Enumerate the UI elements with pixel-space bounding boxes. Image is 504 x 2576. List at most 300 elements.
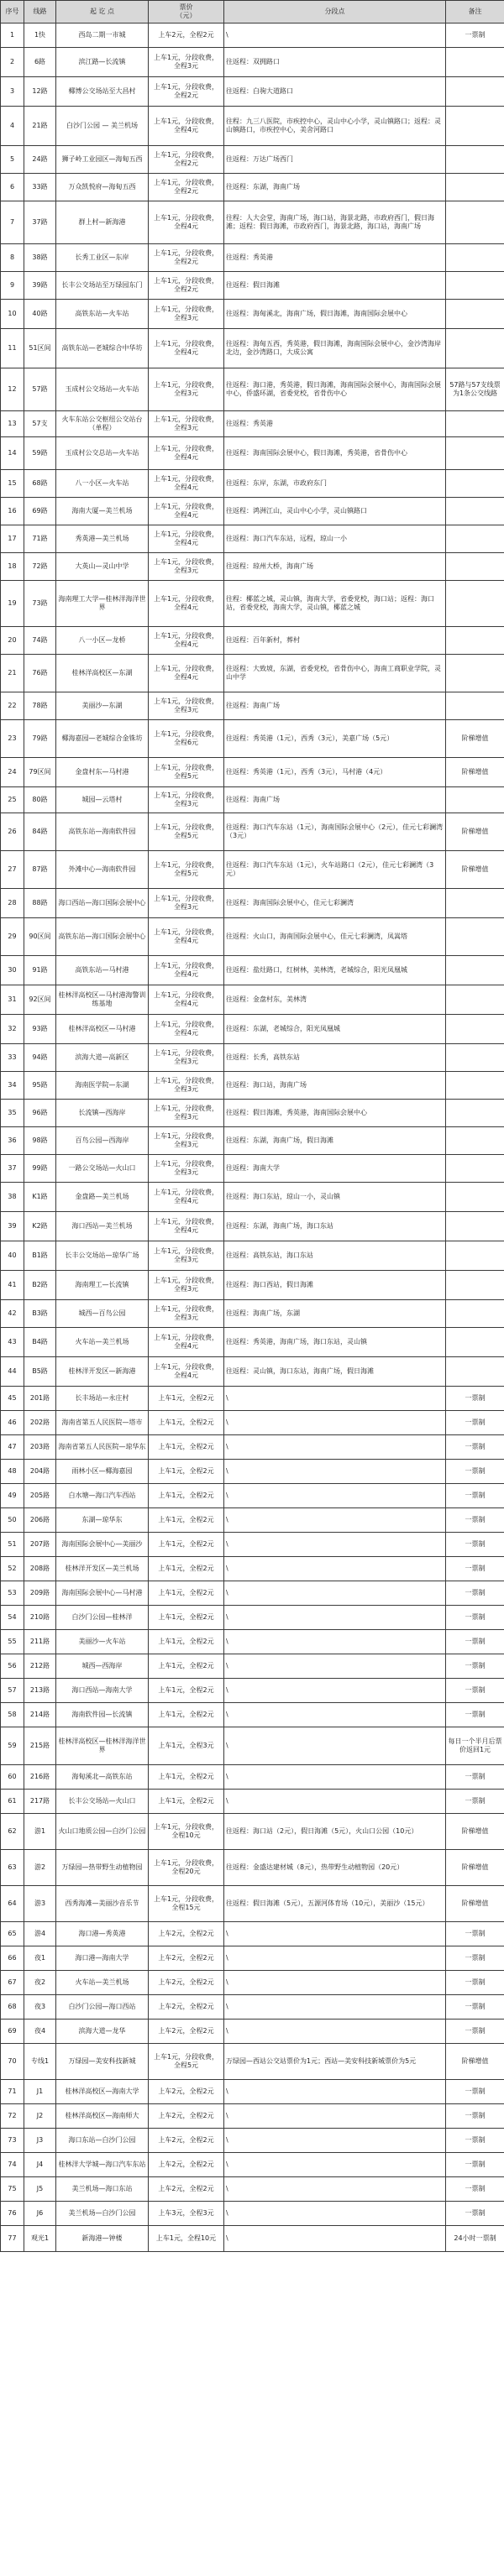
cell-route: 海口东站—白沙门公园 <box>56 2129 149 2153</box>
cell-line: 71路 <box>24 525 56 553</box>
cell-route: 桂林洋高校区—海南大学 <box>56 2080 149 2104</box>
cell-remark: 24小时一票制 <box>446 2226 504 2252</box>
cell-remark: 一票制 <box>446 1679 504 1703</box>
cell-stops: \ <box>224 1703 446 1727</box>
table-row <box>1 24 504 48</box>
cell-line: 90区间 <box>24 918 56 956</box>
cell-stops: 往返程：秀英港 <box>224 411 446 437</box>
cell-route: 新海港—钟楼 <box>56 2226 149 2252</box>
cell-route: 高铁东站—老城综合中华坊 <box>56 329 149 368</box>
cell-route: 万众凯悦府—海甸五西 <box>56 174 149 201</box>
table-row <box>1 77 504 107</box>
cell-seq: 66 <box>1 1946 24 1971</box>
cell-remark <box>446 985 504 1015</box>
cell-remark: 一票制 <box>446 1387 504 1411</box>
table-row <box>1 1328 504 1357</box>
cell-line: 88路 <box>24 889 56 918</box>
table-row <box>1 107 504 146</box>
cell-line: K1路 <box>24 1183 56 1212</box>
cell-line: 73路 <box>24 581 56 627</box>
cell-route: 海甸溪北—高铁东站 <box>56 1765 149 1790</box>
cell-route: 万绿园—美安科技新城 <box>56 2044 149 2080</box>
cell-fare: 上车2元，全程2元 <box>149 1946 224 1971</box>
cell-line: 84路 <box>24 813 56 851</box>
cell-seq: 61 <box>1 1790 24 1814</box>
cell-stops: \ <box>224 1581 446 1606</box>
cell-seq: 51 <box>1 1533 24 1557</box>
cell-fare: 上车1元，分段收费，全程2元 <box>149 174 224 201</box>
table-row <box>1 2080 504 2104</box>
cell-stops: 往返程：海口汽车东站（1元），海南国际会展中心（2元），佳元七彩澜湾（3元） <box>224 813 446 851</box>
cell-stops: 往返程：东湖，老城综合，阳光凤凰城 <box>224 1015 446 1044</box>
table-row <box>1 1654 504 1679</box>
table-row <box>1 1581 504 1606</box>
cell-stops: 往返程：秀英港，海南广场，海口东站，灵山镇 <box>224 1328 446 1357</box>
cell-fare: 上车1元，分段收费，全程3元 <box>149 1300 224 1328</box>
cell-seq: 33 <box>1 1044 24 1072</box>
cell-route: 高铁东站—马村港 <box>56 956 149 985</box>
cell-line: 208路 <box>24 1557 56 1581</box>
cell-stops: 往返程：海南广场 <box>224 787 446 813</box>
cell-fare: 上车1元，全程2元 <box>149 1765 224 1790</box>
cell-remark <box>446 655 504 692</box>
cell-stops: \ <box>224 2104 446 2129</box>
cell-remark <box>446 272 504 300</box>
cell-fare: 上车1元，全程2元 <box>149 1679 224 1703</box>
cell-line: 39路 <box>24 272 56 300</box>
cell-seq: 36 <box>1 1127 24 1155</box>
table-row <box>1 1679 504 1703</box>
cell-seq: 35 <box>1 1100 24 1127</box>
cell-route: 桂林洋高校区—马村港 <box>56 1015 149 1044</box>
cell-line: 204路 <box>24 1460 56 1484</box>
cell-seq: 72 <box>1 2104 24 2129</box>
cell-remark <box>446 692 504 720</box>
cell-stops: 往返程：双拥路口 <box>224 48 446 77</box>
cell-route: 桂林洋高校区—马村港海警训练基地 <box>56 985 149 1015</box>
cell-stops: \ <box>224 1508 446 1533</box>
cell-line: J6 <box>24 2202 56 2226</box>
table-row <box>1 437 504 470</box>
cell-seq: 17 <box>1 525 24 553</box>
table-row <box>1 2153 504 2177</box>
cell-route: 美丽沙—火车站 <box>56 1630 149 1654</box>
cell-route: 桂林洋高校区—桂林洋海洋世界 <box>56 1727 149 1765</box>
cell-seq: 34 <box>1 1072 24 1100</box>
table-row <box>1 1387 504 1411</box>
cell-line: 游4 <box>24 1922 56 1946</box>
cell-stops: 往返程：海口汽车东站（1元），火车站路口（2元），佳元七彩澜湾（3元） <box>224 851 446 889</box>
cell-fare: 上车1元，全程2元 <box>149 1411 224 1435</box>
cell-line: 79路 <box>24 720 56 758</box>
table-row <box>1 2202 504 2226</box>
cell-stops: \ <box>224 1460 446 1484</box>
cell-fare: 上车1元，全程2元 <box>149 1581 224 1606</box>
cell-fare: 上车1元，分段收费，全程4元 <box>149 1328 224 1357</box>
cell-fare: 上车1元，全程2元 <box>149 1435 224 1460</box>
cell-line: 209路 <box>24 1581 56 1606</box>
cell-remark: 一票制 <box>446 2153 504 2177</box>
cell-seq: 37 <box>1 1155 24 1183</box>
cell-seq: 39 <box>1 1212 24 1241</box>
cell-route: 玉成村公交总站—火车站 <box>56 437 149 470</box>
cell-route: 长丰公交场站至万绿园东门 <box>56 272 149 300</box>
cell-seq: 6 <box>1 174 24 201</box>
cell-route: 桂林洋高校区—东湖 <box>56 655 149 692</box>
cell-line: 57路 <box>24 368 56 411</box>
cell-route: 一路公交场站—火山口 <box>56 1155 149 1183</box>
cell-stops: \ <box>224 1995 446 2020</box>
table-row <box>1 1241 504 1271</box>
table-row <box>1 1946 504 1971</box>
cell-line: 37路 <box>24 201 56 244</box>
cell-remark: 阶梯增值 <box>446 813 504 851</box>
cell-seq: 55 <box>1 1630 24 1654</box>
cell-stops: \ <box>224 1679 446 1703</box>
cell-remark <box>446 300 504 329</box>
cell-remark <box>446 581 504 627</box>
cell-seq: 4 <box>1 107 24 146</box>
cell-route: 金盘村东—马村港 <box>56 758 149 787</box>
table-row <box>1 1072 504 1100</box>
table-row <box>1 1790 504 1814</box>
cell-line: 夜4 <box>24 2020 56 2044</box>
cell-route: 城西—百鸟公园 <box>56 1300 149 1328</box>
cell-route: 高铁东站—海口国际会展中心 <box>56 918 149 956</box>
cell-line: J2 <box>24 2104 56 2129</box>
cell-fare: 上车1元，分段收费，全程10元 <box>149 1814 224 1850</box>
cell-remark <box>446 174 504 201</box>
cell-fare: 上车1元，分段收费，全程3元 <box>149 889 224 918</box>
table-row <box>1 1460 504 1484</box>
cell-stops: \ <box>224 24 446 48</box>
cell-route: 桂林洋开发区—美兰机场 <box>56 1557 149 1581</box>
cell-stops: 往返程：海口站，海南广场 <box>224 1072 446 1100</box>
cell-stops: \ <box>224 1387 446 1411</box>
cell-line: B2路 <box>24 1271 56 1300</box>
cell-remark: 阶梯增值 <box>446 1886 504 1922</box>
cell-remark: 一票制 <box>446 1508 504 1533</box>
table-row <box>1 813 504 851</box>
cell-seq: 13 <box>1 411 24 437</box>
cell-stops: \ <box>224 1435 446 1460</box>
table-row <box>1 48 504 77</box>
cell-line: 57支 <box>24 411 56 437</box>
cell-remark: 一票制 <box>446 2202 504 2226</box>
cell-line: 33路 <box>24 174 56 201</box>
cell-route: 海南医学院—东湖 <box>56 1072 149 1100</box>
cell-remark: 一票制 <box>446 1435 504 1460</box>
cell-seq: 32 <box>1 1015 24 1044</box>
cell-remark: 阶梯增值 <box>446 2044 504 2080</box>
table-row <box>1 1271 504 1300</box>
cell-line: J4 <box>24 2153 56 2177</box>
table-row <box>1 581 504 627</box>
cell-stops: 往返程：长秀，高铁东站 <box>224 1044 446 1072</box>
cell-line: 观光1 <box>24 2226 56 2252</box>
cell-fare: 上车1元，分段收费，全程4元 <box>149 1015 224 1044</box>
cell-remark: 一票制 <box>446 2080 504 2104</box>
table-row <box>1 1630 504 1654</box>
cell-route: 秀英港—美兰机场 <box>56 525 149 553</box>
cell-fare: 上车1元，分段收费，全程4元 <box>149 956 224 985</box>
cell-remark: 一票制 <box>446 1995 504 2020</box>
table-row <box>1 787 504 813</box>
cell-route: 椰博公交场站至大昌村 <box>56 77 149 107</box>
cell-stops: \ <box>224 2129 446 2153</box>
cell-line: 92区间 <box>24 985 56 1015</box>
cell-remark: 一票制 <box>446 1606 504 1630</box>
cell-route: 椰海嘉园—老城综合金铢坊 <box>56 720 149 758</box>
cell-stops: 万绿园—西站公交站票价为1元；西站—美安科技新城票价为5元 <box>224 2044 446 2080</box>
cell-seq: 19 <box>1 581 24 627</box>
cell-seq: 23 <box>1 720 24 758</box>
cell-seq: 2 <box>1 48 24 77</box>
cell-route: 长流镇—西海岸 <box>56 1100 149 1127</box>
cell-seq: 77 <box>1 2226 24 2252</box>
cell-line: 79区间 <box>24 758 56 787</box>
cell-stops: 往返程：海甸五西，秀英港，假日海滩，海南国际会展中心，金沙湾海岸北边，金沙湾路口，大成公寓 <box>224 329 446 368</box>
cell-stops: \ <box>224 1557 446 1581</box>
cell-stops: 往返程：海南国际会展中心，假日海滩，秀英港，省骨伤中心 <box>224 437 446 470</box>
cell-seq: 12 <box>1 368 24 411</box>
cell-fare: 上车3元，全程3元 <box>149 2202 224 2226</box>
cell-route: 桂林洋开发区—新海港 <box>56 1357 149 1387</box>
cell-line: 游2 <box>24 1850 56 1886</box>
cell-stops: \ <box>224 1946 446 1971</box>
cell-stops: \ <box>224 1727 446 1765</box>
cell-line: 夜1 <box>24 1946 56 1971</box>
cell-seq: 46 <box>1 1411 24 1435</box>
cell-remark: 阶梯增值 <box>446 758 504 787</box>
cell-route: 玉成村公交场站—火车站 <box>56 368 149 411</box>
table-row <box>1 692 504 720</box>
cell-remark: 阶梯增值 <box>446 1850 504 1886</box>
cell-route: 火山口地质公园—白沙门公园 <box>56 1814 149 1850</box>
cell-line: 74路 <box>24 627 56 655</box>
header-stops: 分段点 <box>224 1 446 24</box>
cell-seq: 31 <box>1 985 24 1015</box>
cell-line: 93路 <box>24 1015 56 1044</box>
cell-fare: 上车1元，全程2元 <box>149 1557 224 1581</box>
cell-line: 98路 <box>24 1127 56 1155</box>
cell-route: 八一小区—龙桥 <box>56 627 149 655</box>
table-row <box>1 1850 504 1886</box>
table-row <box>1 368 504 411</box>
cell-fare: 上车1元，分段收费，全程3元 <box>149 1127 224 1155</box>
cell-seq: 50 <box>1 1508 24 1533</box>
cell-remark <box>446 470 504 498</box>
cell-route: 西秀海滩—美丽沙音乐节 <box>56 1886 149 1922</box>
cell-remark: 一票制 <box>446 1460 504 1484</box>
table-row <box>1 329 504 368</box>
cell-line: 24路 <box>24 146 56 174</box>
cell-stops: \ <box>224 1790 446 1814</box>
cell-seq: 21 <box>1 655 24 692</box>
cell-remark <box>446 1212 504 1241</box>
table-row <box>1 889 504 918</box>
cell-route: 美兰机场—白沙门公园 <box>56 2202 149 2226</box>
cell-line: 205路 <box>24 1484 56 1508</box>
cell-line: 203路 <box>24 1435 56 1460</box>
cell-remark: 57路与57支线票为1条公交线路 <box>446 368 504 411</box>
cell-stops: \ <box>224 2226 446 2252</box>
cell-fare: 上车1元，分段收费，全程2元 <box>149 244 224 272</box>
table-row <box>1 758 504 787</box>
cell-fare: 上车1元，分段收费，全程4元 <box>149 329 224 368</box>
cell-line: 87路 <box>24 851 56 889</box>
cell-route: 白沙门公园—桂林洋 <box>56 1606 149 1630</box>
cell-stops: \ <box>224 2020 446 2044</box>
cell-stops: 往返程：百年新村，葬村 <box>224 627 446 655</box>
cell-line: 95路 <box>24 1072 56 1100</box>
cell-seq: 49 <box>1 1484 24 1508</box>
cell-stops: 往返程：海口东站，琼山一小，灵山镇 <box>224 1183 446 1212</box>
cell-remark: 一票制 <box>446 2129 504 2153</box>
cell-route: 桂林洋高校区—海南师大 <box>56 2104 149 2129</box>
cell-remark <box>446 146 504 174</box>
table-row <box>1 1727 504 1765</box>
cell-route: 海南国际会展中心—马村港 <box>56 1581 149 1606</box>
cell-fare: 上车1元，分段收费，全程2元 <box>149 146 224 174</box>
cell-fare: 上车1元，分段收费，全程3元 <box>149 300 224 329</box>
cell-remark <box>446 48 504 77</box>
cell-route: 白沙门公园 — 美兰机场 <box>56 107 149 146</box>
cell-fare: 上车1元，分段收费，全程3元 <box>149 1072 224 1100</box>
cell-seq: 54 <box>1 1606 24 1630</box>
cell-remark <box>446 1155 504 1183</box>
cell-stops: \ <box>224 1654 446 1679</box>
cell-remark: 一票制 <box>446 2104 504 2129</box>
cell-fare: 上车1元，全程2元 <box>149 1630 224 1654</box>
cell-route: 海口港—海南大学 <box>56 1946 149 1971</box>
cell-line: 213路 <box>24 1679 56 1703</box>
cell-seq: 10 <box>1 300 24 329</box>
cell-stops: \ <box>224 1484 446 1508</box>
cell-line: 76路 <box>24 655 56 692</box>
table-row <box>1 2129 504 2153</box>
cell-remark: 一票制 <box>446 1654 504 1679</box>
cell-seq: 15 <box>1 470 24 498</box>
cell-line: 夜2 <box>24 1971 56 1995</box>
cell-seq: 5 <box>1 146 24 174</box>
cell-fare: 上车2元，全程2元 <box>149 2129 224 2153</box>
cell-route: 东湖—琼华东 <box>56 1508 149 1533</box>
cell-route: 高铁东站—海南软件园 <box>56 813 149 851</box>
cell-stops: 往返程：秀英港（1元），西秀（3元），马村港（4元） <box>224 758 446 787</box>
cell-fare: 上车1元，分段收费，全程5元 <box>149 2044 224 2080</box>
cell-remark: 一票制 <box>446 1557 504 1581</box>
cell-remark <box>446 956 504 985</box>
cell-line: J3 <box>24 2129 56 2153</box>
cell-fare: 上车1元，分段收费，全程4元 <box>149 470 224 498</box>
cell-fare: 上车1元，全程2元 <box>149 1508 224 1533</box>
cell-stops: 往程：九三八医院，市疾控中心，灵山中心小学，灵山镇路口；返程：灵山镇路口，市疾控中心，美舍河路口 <box>224 107 446 146</box>
cell-line: 专线1 <box>24 2044 56 2080</box>
cell-fare: 上车2元，全程2元 <box>149 2080 224 2104</box>
cell-remark <box>446 1100 504 1127</box>
cell-fare: 上车1元，分段收费，全程5元 <box>149 851 224 889</box>
cell-remark <box>446 329 504 368</box>
cell-remark <box>446 437 504 470</box>
cell-remark <box>446 201 504 244</box>
cell-fare: 上车1元，分段收费，全程3元 <box>149 1044 224 1072</box>
cell-stops: 往返程：海甸溪北，海南广场，假日海滩，海南国际会展中心 <box>224 300 446 329</box>
cell-stops: 往返程：万达广场西门 <box>224 146 446 174</box>
cell-remark: 一票制 <box>446 1411 504 1435</box>
table-row <box>1 1435 504 1460</box>
cell-stops: 往程：人大会堂，海南广场，海口站，海景北路，市政府西门，假日海滩；返程：假日海滩，市政府西门，海景北路，海口站，海南广场 <box>224 201 446 244</box>
cell-stops: \ <box>224 2177 446 2202</box>
cell-remark: 一票制 <box>446 1630 504 1654</box>
cell-remark: 阶梯增值 <box>446 720 504 758</box>
cell-stops: 往返程：灵山镇，海口东站，海南广场，假日海滩 <box>224 1357 446 1387</box>
cell-line: 202路 <box>24 1411 56 1435</box>
cell-seq: 67 <box>1 1971 24 1995</box>
table-row <box>1 146 504 174</box>
cell-seq: 7 <box>1 201 24 244</box>
cell-stops: \ <box>224 1971 446 1995</box>
cell-seq: 73 <box>1 2129 24 2153</box>
cell-seq: 1 <box>1 24 24 48</box>
cell-line: 91路 <box>24 956 56 985</box>
table-row <box>1 918 504 956</box>
cell-line: 夜3 <box>24 1995 56 2020</box>
cell-stops: 往返程：金盘村东，美林湾 <box>224 985 446 1015</box>
table-row <box>1 411 504 437</box>
table-row <box>1 985 504 1015</box>
cell-seq: 18 <box>1 553 24 581</box>
cell-remark <box>446 787 504 813</box>
cell-route: 海口港—秀英港 <box>56 1922 149 1946</box>
cell-seq: 40 <box>1 1241 24 1271</box>
cell-remark: 每日一个半月后票价返回1元 <box>446 1727 504 1765</box>
cell-seq: 65 <box>1 1922 24 1946</box>
cell-line: 212路 <box>24 1654 56 1679</box>
cell-route: 金盘路—美兰机场 <box>56 1183 149 1212</box>
cell-line: B5路 <box>24 1357 56 1387</box>
cell-stops: 往程：椰蓝之城，灵山镇，海南大学，省委党校，海口站；返程：海口站，省委党校，海南大学，灵山镇，椰蓝之城 <box>224 581 446 627</box>
table-row <box>1 655 504 692</box>
table-row <box>1 244 504 272</box>
cell-stops: 往返程：火山口，海南国际会展中心，佳元七彩澜湾，凤嵩塔 <box>224 918 446 956</box>
cell-seq: 25 <box>1 787 24 813</box>
cell-remark: 一票制 <box>446 1971 504 1995</box>
cell-seq: 41 <box>1 1271 24 1300</box>
cell-fare: 上车2元，全程2元 <box>149 24 224 48</box>
cell-fare: 上车1元，分段收费，全程3元 <box>149 787 224 813</box>
cell-route: 美丽沙—东湖 <box>56 692 149 720</box>
table-row <box>1 1922 504 1946</box>
cell-stops: 往返程：秀英港 <box>224 244 446 272</box>
cell-line: 94路 <box>24 1044 56 1072</box>
cell-route: 狮子岭工业园区—海甸五西 <box>56 146 149 174</box>
cell-seq: 22 <box>1 692 24 720</box>
cell-stops: 往返程：假日海滩 <box>224 272 446 300</box>
cell-route: 海口西站—美兰机场 <box>56 1212 149 1241</box>
table-row <box>1 1411 504 1435</box>
cell-stops: \ <box>224 1606 446 1630</box>
cell-fare: 上车1元，分段收费，全程20元 <box>149 1850 224 1886</box>
cell-fare: 上车2元，全程2元 <box>149 1922 224 1946</box>
table-row <box>1 1015 504 1044</box>
cell-fare: 上车1元，分段收费，全程4元 <box>149 437 224 470</box>
cell-stops: \ <box>224 2202 446 2226</box>
cell-stops: 往返程：海口汽车东站，远程，琼山一小 <box>224 525 446 553</box>
cell-route: 滨江路—长流镇 <box>56 48 149 77</box>
cell-stops: 往返程：海南大学 <box>224 1155 446 1183</box>
cell-seq: 28 <box>1 889 24 918</box>
